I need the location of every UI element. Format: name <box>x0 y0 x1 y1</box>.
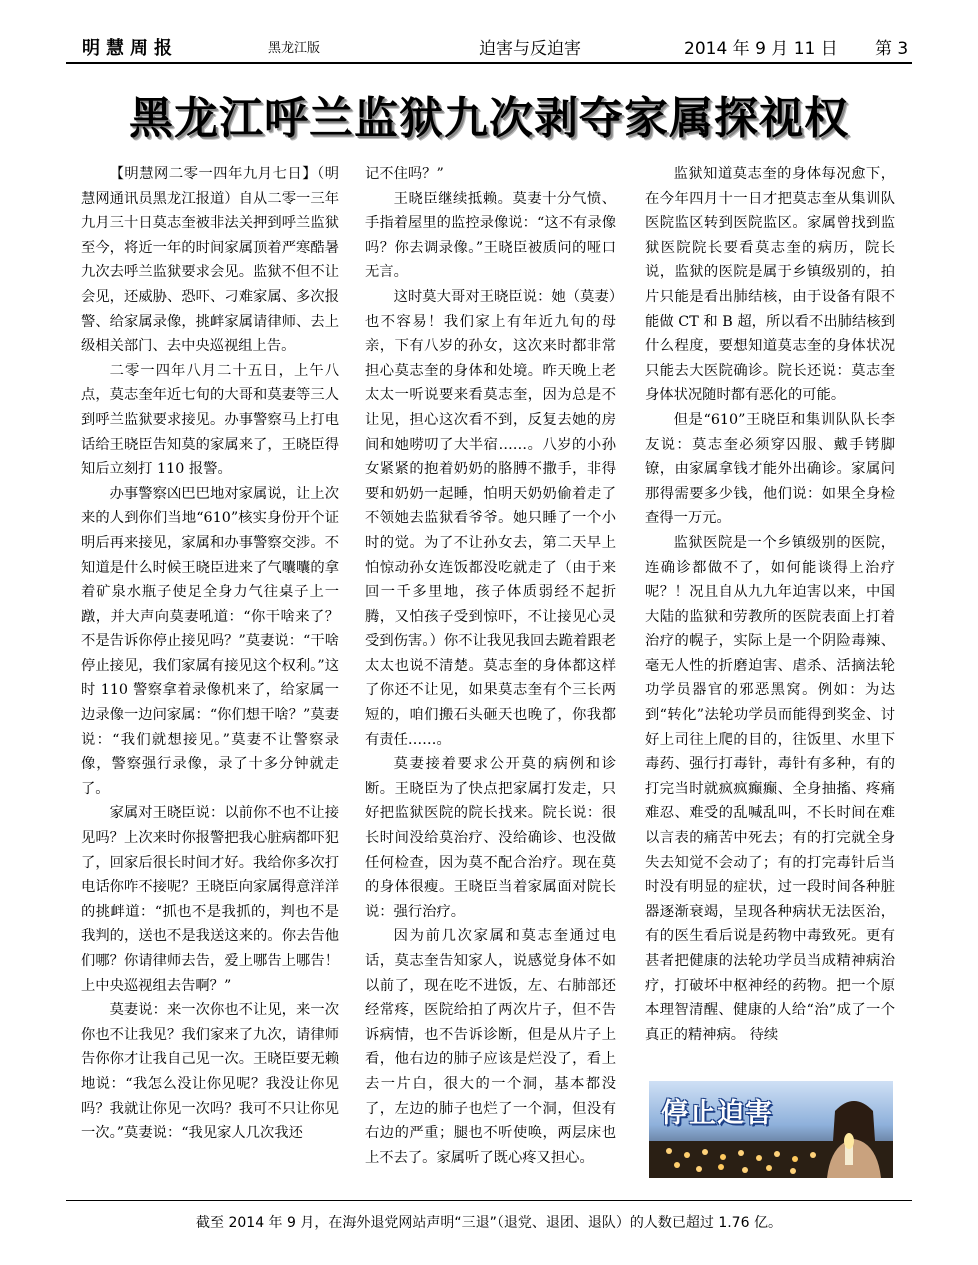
article-title: 黑龙江呼兰监狱九次剥夺家属探视权 <box>129 93 849 144</box>
article-column-3 <box>645 162 895 1047</box>
banner-text: 停止迫害 <box>661 1098 773 1129</box>
paragraph: 莫妻说：来一次你也不让见，来一次你也不让我见？我们家来了九次，请律师告你你才让我自己见一次。王晓臣要无赖地说：“我怎么没让你见呢？我没让你见吗？我就让你见一次吗？我可不只让你见一次。”莫妻说：“我见家人几次我还 <box>81 1002 339 1142</box>
footer-rule <box>66 1200 912 1201</box>
issue-date: 2014 年 9 月 11 日 <box>684 39 838 59</box>
article-column-2 <box>365 162 616 1170</box>
paragraph: 这时莫大哥对王晓臣说：她（莫妻）也不容易！我们家上有年近九旬的母亲，下有八岁的孙女，这次来时都非常担心莫志奎的身体和处境。昨天晚上老太太一听说要来看莫志奎，因为总是不让见，担心这次看不到，反复去她的房间和她唠叨了大半宿……。八岁的小孙女紧紧的抱着奶奶的胳膊不撒手，非得要和奶奶一起睡，怕明天奶奶偷着走了不领她去监狱看爷爷。她只睡了一个小时的觉。为了不让孙女去，第二天早上怕惊动孙女连饭都没吃就走了（由于来回一千多里地，孩子体质弱经不起折腾，又怕孩子受到惊吓，不让接见心灵受到伤害。）你不让我见我回去跪着跟老太太也说不清楚。莫志奎的身体都这样了你还不让见，如果莫志奎有个三长两短的，咱们搬石头砸天也晚了，你我都有责任……。 <box>365 288 616 748</box>
footer-note: 截至 2014 年 9 月，在海外退党网站声明“三退”（退党、退团、退队）的人数已超过 1.76 亿。 <box>196 1215 782 1231</box>
paragraph: 办事警察凶巴巴地对家属说，让上次来的人到你们当地“610”核实身份开个证明后再来接见，家属和办事警察交涉。不知道是什么时候王晓臣进来了气囔囔的拿着矿泉水瓶子使足全身力气往桌子上一蹾，并大声向莫妻吼道：“你干啥来了？不是告诉你停止接见吗？”莫妻说：“干啥停止接见，我们家属有接见这个权利。”这时 110 警察拿着录像机来了，给家属一边录像一边问家属：“你们想干啥？”莫妻说：“我们就想接见。”莫妻不让警察录像，警察强行录像，录了十多分钟就走了。 <box>81 485 339 797</box>
paragraph: 【明慧网二零一四年九月七日】（明慧网通讯员黑龙江报道）自从二零一三年九月三十日莫志奎被非法关押到呼兰监狱至今，将近一年的时间家属顶着严寒酷暑九次去呼兰监狱要求会见。监狱不但不让会见，还威胁、恐吓、刁难家属、多次报警、给家属录像，挑衅家属请律师、去上级相关部门、去中央巡视组上告。 <box>81 166 339 355</box>
stop-persecution-banner <box>649 1081 893 1178</box>
paragraph: 监狱知道莫志奎的身体每况愈下，在今年四月十一日才把莫志奎从集训队医院监区转到医院监区。家属曾找到监狱医院院长要看莫志奎的病历，院长说，监狱的医院是属于乡镇级别的，拍片只能是看出肺结核，由于设备有限不能做 CT 和 B 超，所以看不出肺结核到什么程度，要想知道莫志奎的身体状况只能去大医院确诊。院长还说：莫志奎身体状况随时都有恶化的可能。 <box>645 166 895 404</box>
paragraph: 因为前几次家属和莫志奎通过电话，莫志奎告知家人，说感觉身体不如以前了，现在吃不进饭，左、右肺部还经常疼，医院给拍了两次片子，但不告诉病情，也不告诉诊断，但是从片子上看，他右边的肺子应该是烂没了，看上去一片白，很大的一个洞，基本都没了，左边的肺子也烂了一个洞，但没有右边的严重；腿也不听使唤，两层床也上不去了。家属听了既心疼又担心。 <box>365 928 616 1166</box>
paragraph: 记不住吗？” <box>365 166 444 182</box>
section-label: 迫害与反迫害 <box>479 39 581 59</box>
paragraph: 家属对王晓臣说：以前你不也不让接见吗？上次来时你报警把我心脏病都吓犯了，回家后很长时间才好。我给你多次打电话你咋不接呢？王晓臣向家属得意洋洋的挑衅道：“抓也不是我抓的，判也不是我判的，送也不是我送这来的。你去告他们哪？你请律师去告，爱上哪告上哪告！上中央巡视组去告啊？” <box>81 805 339 994</box>
page-number: 第 3 <box>875 39 909 59</box>
edition-label: 黑龙江版 <box>268 41 321 56</box>
header-rule <box>66 62 912 64</box>
masthead: 明慧周报 <box>82 38 178 59</box>
paragraph: 但是“610”王晓臣和集训队队长李友说：莫志奎必须穿囚服、戴手铐脚镣，由家属拿钱才能外出确诊。家属问那得需要多少钱，他们说：如果全身检查得一万元。 <box>645 411 895 527</box>
page-header <box>66 34 912 60</box>
article-column-1 <box>81 162 339 1146</box>
paragraph: 监狱医院是一个乡镇级别的医院，连确诊都做不了，如何能谈得上治疗呢？！况且自从九九年迫害以来，中国大陆的监狱和劳教所的医院表面上打着治疗的幌子，实际上是一个阴险毒辣、毫无人性的折磨迫害、虐杀、活摘法轮功学员器官的邪恶黑窝。例如：为达到“转化”法轮功学员而能得到奖金、讨好上司往上爬的目的，往饭里、水里下毒药、强行打毒针，毒针有多种，有的打完当时就疯疯癫癫、全身抽搐、疼痛难忍、难受的乱喊乱叫，不长时间在难以言表的痛苦中死去；有的打完就全身失去知觉不会动了；有的打完毒针后当时没有明显的症状，过一段时间各种脏器逐渐衰竭，呈现各种病状无法医治，有的医生看后说是药物中毒致死。更有甚者把健康的法轮功学员当成精神病治疗，打破坏中枢神经的药物。把一个原本理智清醒、健康的人给“治”成了一个真正的精神病。 待续 <box>645 534 895 1043</box>
paragraph: 王晓臣继续抵赖。莫妻十分气愤、手指着屋里的监控录像说：“这不有录像吗？你去调录像。”王晓臣被质问的哑口无言。 <box>365 190 616 281</box>
paragraph: 二零一四年八月二十五日，上午八点，莫志奎年近七旬的大哥和莫妻等三人到呼兰监狱要求接见。办事警察马上打电话给王晓臣告知莫的家属来了，王晓臣得知后立刻打 110 报警。 <box>81 362 339 478</box>
paragraph: 莫妻接着要求公开莫的病例和诊断。王晓臣为了快点把家属打发走，只好把监狱医院的院长找来。院长说：很长时间没给莫治疗、没给确诊、也没做任何检查，因为莫不配合治疗。现在莫的身体很瘦。王晓臣当着家属面对院长说：强行治疗。 <box>365 756 616 920</box>
